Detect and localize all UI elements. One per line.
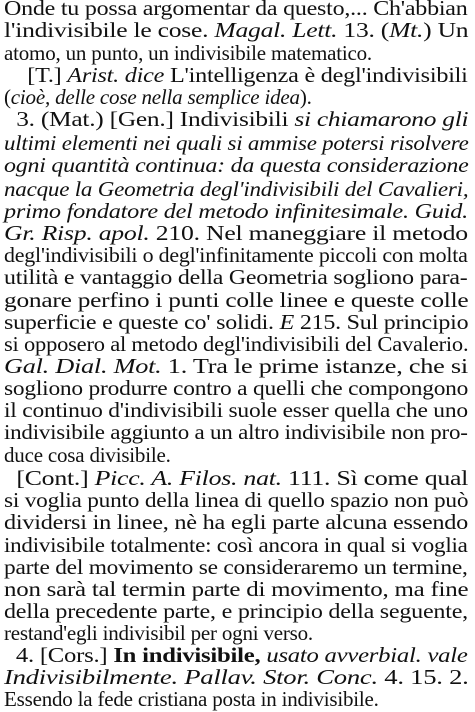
text-run: gonare perfino i punti colle linee e queste colle — [4, 288, 469, 312]
bold-headword: In indivisibile, — [113, 643, 261, 667]
italic-text: Arist. dice — [67, 63, 165, 87]
text-run: il continuo d'indivisibili suole esser quella che uno — [4, 398, 468, 422]
text-run: degl'indivisibili o degl'infinitamente piccoli con molta — [4, 243, 468, 267]
text-line — [4, 106, 468, 132]
italic-text: cioè, delle cose nella semplice idea — [10, 85, 300, 109]
text-run: 1. Tra le prime istanze, che si — [161, 354, 468, 378]
text-run: parte del movimento se consideraremo un termine, — [4, 555, 468, 579]
italic-text: ogni quantità continua: da questa considerazione — [4, 153, 469, 177]
text-run: indivisibile aggiunto a un altro indivisibile non pro- — [4, 420, 468, 444]
text-run: atomo, un punto, un indivisibile matematico. — [4, 41, 372, 65]
text-run: ). — [299, 85, 312, 109]
text-run: superficie e queste co' solidi. — [4, 310, 280, 334]
text-run: della precedente parte, e principio della seguente, — [4, 599, 468, 623]
italic-text: primo fondatore del metodo infinitesimale. Guid. — [4, 199, 469, 223]
italic-text: usato avverbial. vale — [266, 643, 468, 667]
italic-text: Mt. — [389, 18, 424, 42]
text-run: Essendo la fede cristiana posta in indivisibile. — [4, 687, 379, 711]
text-run: 210. Nel maneggiare il metodo — [149, 221, 468, 245]
text-run: sogliono produrre contro a quelli che compongono — [4, 376, 469, 400]
text-run: 13. ( — [337, 18, 390, 42]
text-run: 215. Sul principio — [294, 310, 469, 334]
italic-text: Picc. A. Filos. nat. — [94, 466, 282, 490]
text-run: 3. (Mat.) [Gen.] Indivisibili — [4, 107, 295, 131]
text-run: L'intelligenza è degl'indivisibili — [164, 63, 468, 87]
text-run: 4. 15. 2. — [377, 665, 469, 689]
italic-text: Gr. Risp. apol. — [4, 221, 150, 245]
italic-text: Magal. Lett. — [214, 18, 338, 42]
text-run: [Cont.] — [4, 466, 95, 490]
text-run: [T.] — [4, 63, 68, 87]
text-run: restand'egli indivisibil per ogni verso. — [4, 621, 313, 645]
text-run: utilità e vantaggio della Geometria sogliono para- — [4, 265, 468, 289]
italic-text: nacque la Geometria degl'indivisibili del Cavalieri, — [4, 177, 469, 201]
text-run: 111. Sì come qual — [281, 466, 469, 490]
text-run: non sarà tal termin parte di movimento, ma fine — [4, 577, 469, 601]
text-run: Onde tu possa argomentar da questo,... Ch'abbian — [4, 0, 468, 20]
text-line — [4, 152, 468, 178]
text-run: l'indivisibile le cose. — [4, 18, 215, 42]
italic-text: Gal. Dial. Mot. — [4, 354, 162, 378]
text-run: si opposero al metodo degl'indivisibili del Cavalerio. — [4, 332, 469, 356]
text-run: ( — [4, 85, 11, 109]
text-run: ) Un — [423, 18, 469, 42]
italic-text: Indivisibilmente. Pallav. Stor. Conc. — [4, 665, 378, 689]
text-run: indivisibile totalmente: così ancora in qual si voglia — [4, 533, 468, 557]
text-line — [4, 686, 379, 712]
text-run: 4. [Cors.] — [4, 643, 114, 667]
text-run: dividersi in linee, nè ha egli parte alcuna essendo — [4, 510, 469, 534]
text-run: duce cosa divisibile. — [4, 443, 171, 467]
text-run: si voglia punto della linea di quello spazio non può — [4, 488, 469, 512]
italic-text: si chiamarono gli — [294, 107, 469, 131]
italic-text: ultimi elementi nei quali si ammise potersi risolvere — [4, 131, 469, 155]
italic-text: E — [279, 310, 295, 334]
